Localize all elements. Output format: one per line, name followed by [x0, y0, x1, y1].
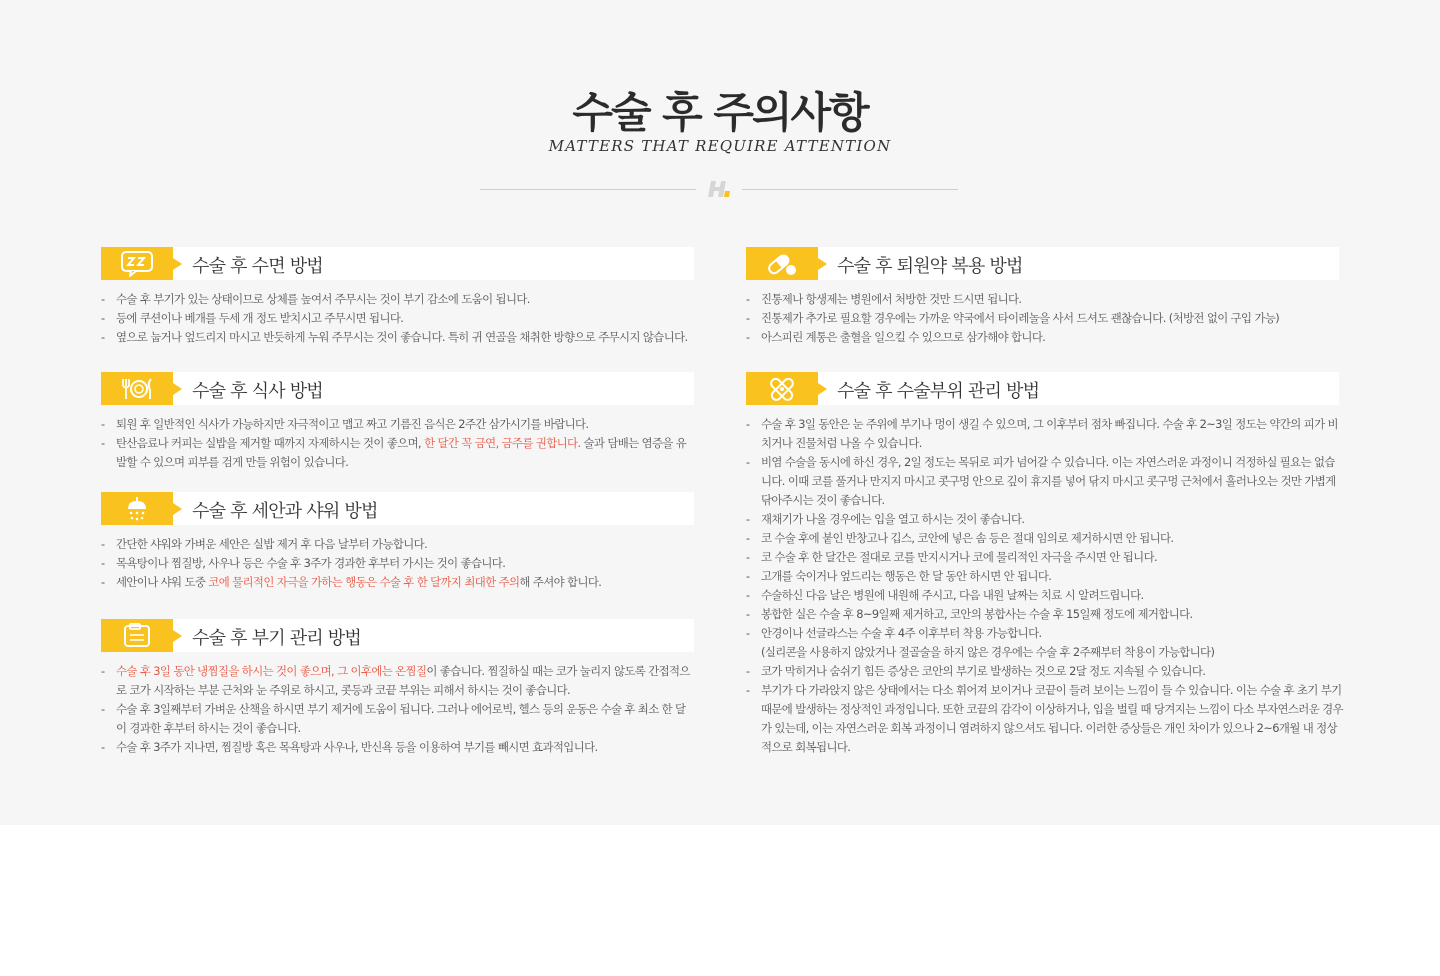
list-item: - 진통제가 추가로 필요할 경우에는 가까운 약국에서 타이레놀을 사서 드셔도 괜찮습니다. (처방전 없이 구입 가능)	[746, 309, 1343, 328]
list-item: - 옆으로 눕거나 엎드리지 마시고 반듯하게 누워 주무시는 것이 좋습니다. 특히 귀 연골을 채취한 방향으로 주무시지 않습니다.	[101, 328, 694, 347]
list-item: - 봉합한 실은 수술 후 8~9일째 제거하고, 코안의 봉합사는 수술 후 15일째 정도에 제거합니다.	[746, 605, 1343, 624]
shower-icon	[119, 494, 155, 523]
item-text: 이 좋습니다. 찜질하실 때는 코가 눌리지 않도록 간접적으로 코가 시작하는 부분 근처와 눈 주위로 하시고, 콧등과 코끝 부위는 피해서 하시는 것이 좋습니다.	[116, 664, 690, 697]
icon-box	[101, 619, 173, 652]
item-list	[746, 415, 1343, 757]
divider-line-right	[742, 189, 958, 190]
list-item: - 코 수술 후에 붙인 반창고나 깁스, 코안에 넣은 솜 등은 절대 임의로 제거하시면 안 됩니다.	[746, 529, 1343, 548]
list-item: - 코가 막히거나 숨쉬기 힘든 증상은 코안의 부기로 발생하는 것으로 2달 정도 지속될 수 있습니다.	[746, 662, 1343, 681]
section-header	[101, 372, 694, 405]
section-header	[101, 247, 694, 280]
icon-box	[746, 247, 818, 280]
list-item: - 고개를 숙이거나 엎드리는 행동은 한 달 동안 하시면 안 됩니다.	[746, 567, 1343, 586]
header-bar	[746, 247, 1339, 280]
section-title: 수술 후 퇴원약 복용 방법	[837, 256, 1023, 277]
item-list	[746, 290, 1343, 347]
list-item: - 퇴원 후 일반적인 식사가 가능하지만 자극적이고 맵고 짜고 기름진 음식은 2주간 삼가시기를 바랍니다.	[101, 415, 694, 434]
section-wash	[101, 492, 694, 592]
section-title: 수술 후 부기 관리 방법	[192, 628, 361, 649]
item-text: 술과 담배는 염증을 유발할 수 있으며 피부를 검게 만들 위험이 있습니다.	[116, 436, 687, 469]
section-title: 수술 후 수술부위 관리 방법	[837, 381, 1040, 402]
header-bar	[101, 247, 694, 280]
icon-box	[746, 372, 818, 405]
item-text: 탄산음료나 커피는 실밥을 제거할 때까지 자제하시는 것이 좋으며,	[116, 436, 425, 450]
divider-line-left	[480, 189, 696, 190]
icon-box	[101, 492, 173, 525]
item-text: 세안이나 샤워 도중	[116, 575, 209, 589]
item-text: 해 주셔야 합니다.	[519, 575, 602, 589]
list-item: - 수술 후 3일 동안은 눈 주위에 부기나 멍이 생길 수 있으며, 그 이후부터 점차 빠집니다. 수술 후 2~3일 정도는 약간의 피가 비치거나 진물처럼 나올 수 있습니다.	[746, 415, 1343, 453]
list-item	[101, 662, 694, 700]
fork-plate-knife-icon	[119, 374, 155, 403]
list-item: - 코 수술 후 한 달간은 절대로 코를 만지시거나 코에 물리적인 자극을 주시면 안 됩니다.	[746, 548, 1343, 567]
list-item: - 간단한 샤워와 가벼운 세안은 실밥 제거 후 다음 날부터 가능합니다.	[101, 535, 694, 554]
list-item: - 부기가 다 가라앉지 않은 상태에서는 다소 휘어져 보이거나 코끝이 들려 보이는 느낌이 들 수 있습니다. 이는 수술 후 초기 부기 때문에 발생하는 정상적인 과정입니다. 또한 코끝의 감각이 이상하거나, 입을 벌릴 때 당겨지는 느낌이 다소 부자연스러운 경우가 있는데, 이는 자연스러운 회복 과정이니 염려하지 않으셔도 됩니다. 이러한 증상들은 개인 차이가 있으나 2~6개월 내 정상적으로 회복됩니다.	[746, 681, 1343, 757]
page-subtitle: MATTERS THAT REQUIRE ATTENTION	[548, 137, 892, 155]
section-medicine	[746, 247, 1343, 347]
list-item	[101, 573, 694, 592]
section-header	[101, 492, 694, 525]
highlight-text: 코에 물리적인 자극을 가하는 행동은 수술 후 한 달까지 최대한 주의	[208, 575, 520, 589]
pill-capsule-icon	[764, 249, 800, 278]
section-wound-care	[746, 372, 1343, 757]
list-item: - 목욕탕이나 찜질방, 사우나 등은 수술 후 3주가 경과한 후부터 가시는 것이 좋습니다.	[101, 554, 694, 573]
icon-box	[101, 247, 173, 280]
header-bar	[101, 372, 694, 405]
list-item	[101, 434, 694, 472]
list-item: - 아스피린 계통은 출혈을 일으킬 수 있으므로 삼가해야 합니다.	[746, 328, 1343, 347]
title-divider	[480, 177, 958, 201]
highlight-text: 한 달간 꼭 금연, 금주를 권합니다.	[424, 436, 581, 450]
section-sleep	[101, 247, 694, 347]
list-item: - 수술 후 3주가 지나면, 찜질방 혹은 목욕탕과 사우나, 반신욕 등을 이용하여 부기를 빼시면 효과적입니다.	[101, 738, 694, 757]
section-meal	[101, 372, 694, 472]
list-item: - 수술 후 3일째부터 가벼운 산책을 하시면 부기 제거에 도움이 됩니다. 그러나 에어로빅, 헬스 등의 운동은 수술 후 최소 한 달이 경과한 후부터 하시는 것이 좋습니다.	[101, 700, 694, 738]
item-text: 안경이나 선글라스는 수술 후 4주 이후부터 착용 가능합니다.	[761, 626, 1042, 640]
section-header	[746, 372, 1343, 405]
list-item: - 수술 후 부기가 있는 상태이므로 상체를 높여서 주무시는 것이 부기 감소에 도움이 됩니다.	[101, 290, 694, 309]
section-header	[746, 247, 1343, 280]
item-note: (실리콘을 사용하지 않았거나 절골술을 하지 않은 경우에는 수술 후 2주째부터 착용이 가능합니다)	[761, 645, 1215, 659]
item-list	[101, 535, 694, 592]
section-title: 수술 후 수면 방법	[192, 256, 323, 277]
list-item: - 재채기가 나올 경우에는 입을 열고 하시는 것이 좋습니다.	[746, 510, 1343, 529]
list-item	[746, 624, 1343, 662]
icon-box	[101, 372, 173, 405]
item-list	[101, 415, 694, 472]
sleep-zz-bubble-icon	[119, 249, 155, 278]
header-bar	[101, 492, 694, 525]
brand-h-logo-icon	[706, 179, 732, 199]
page-title: 수술 후 주의사항	[572, 88, 868, 137]
section-title: 수술 후 세안과 샤워 방법	[192, 501, 378, 522]
ice-pack-icon	[119, 621, 155, 650]
list-item: - 비염 수술을 동시에 하신 경우, 2일 정도는 목뒤로 피가 넘어갈 수 있습니다. 이는 자연스러운 과정이니 걱정하실 필요는 없습니다. 이때 코를 풀거나 만지지 마시고 콧구멍 안으로 깊이 휴지를 넣어 닦지 마시고 콧구멍 근처에서 흘러나오는 것만 가볍게 닦아주시는 것이 좋습니다.	[746, 453, 1343, 510]
list-item: - 진통제나 항생제는 병원에서 처방한 것만 드시면 됩니다.	[746, 290, 1343, 309]
bandage-cross-icon	[764, 374, 800, 403]
item-list	[101, 290, 694, 347]
section-title: 수술 후 식사 방법	[192, 381, 323, 402]
section-swelling	[101, 619, 694, 757]
highlight-text: 수술 후 3일 동안 냉찜질을 하시는 것이 좋으며, 그 이후에는 온찜질	[116, 664, 427, 678]
section-header	[101, 619, 694, 652]
header-bar	[101, 619, 694, 652]
list-item: - 등에 쿠션이나 베개를 두세 개 정도 받치시고 주무시면 됩니다.	[101, 309, 694, 328]
item-list	[101, 662, 694, 757]
header-bar	[746, 372, 1339, 405]
list-item: - 수술하신 다음 날은 병원에 내원해 주시고, 다음 내원 날짜는 치료 시 알려드립니다.	[746, 586, 1343, 605]
